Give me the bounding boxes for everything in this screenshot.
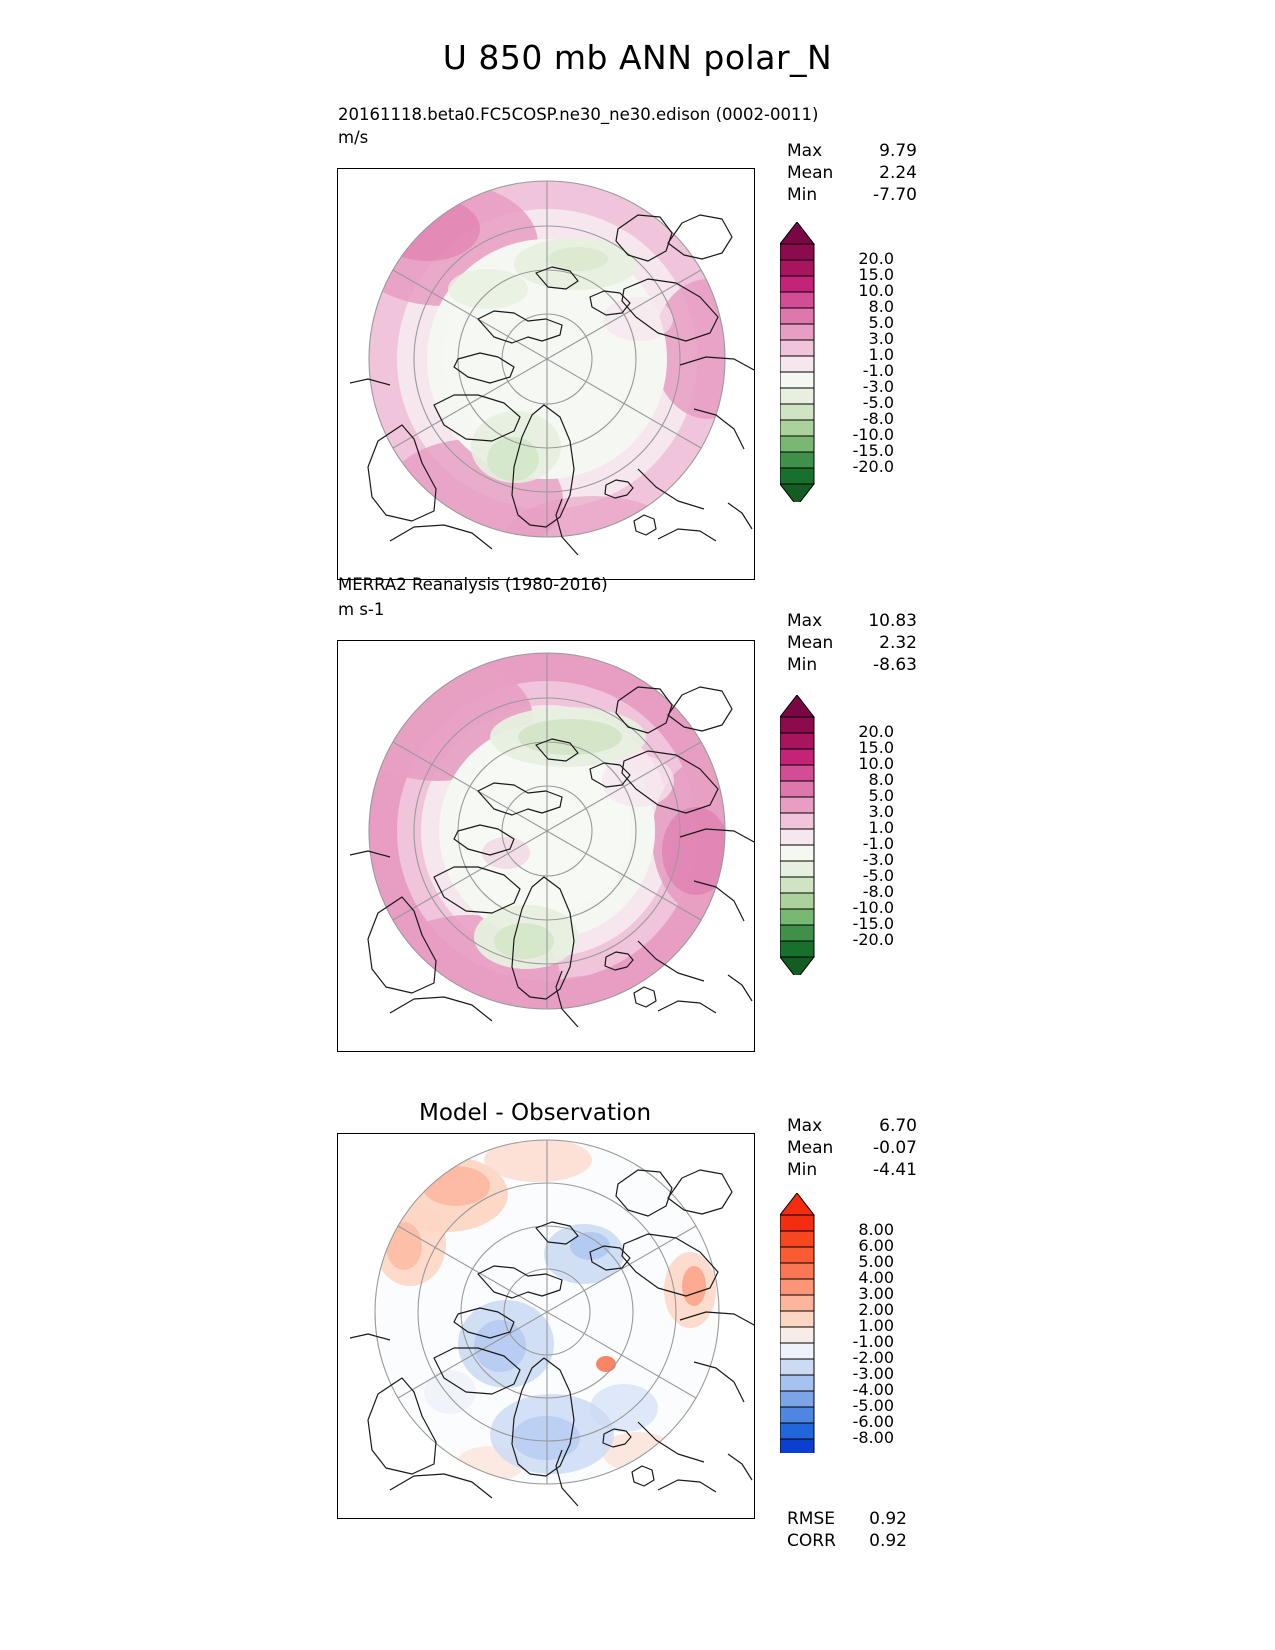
colorbar-segment <box>780 1423 814 1439</box>
colorbar-tick-label: 2.00 <box>858 1300 894 1319</box>
colorbar-tick-label: -5.00 <box>852 1396 894 1415</box>
colorbar-tick-label: 1.00 <box>858 1316 894 1335</box>
colorbar-tick-label: -3.0 <box>862 850 894 869</box>
colorbar-segment <box>780 733 814 749</box>
colorbar-segment <box>780 1343 814 1359</box>
colorbar-tick-label: 8.0 <box>868 770 894 789</box>
colorbar-segment <box>780 717 814 733</box>
stat-value: 2.24 <box>879 163 917 183</box>
figure-title: U 850 mb ANN polar_N <box>442 38 833 77</box>
colorbar-segment <box>780 1311 814 1327</box>
stat-value: 2.32 <box>879 633 917 653</box>
colorbar-tick-label: 15.0 <box>858 738 894 757</box>
colorbar-segment <box>780 276 814 292</box>
colorbar-tick-label: 20.0 <box>858 722 894 741</box>
map-model <box>337 168 755 580</box>
colorbar-segment <box>780 893 814 909</box>
map-difference <box>337 1133 755 1519</box>
colorbar-tick-label: -20.0 <box>852 930 894 949</box>
colorbar-bottom-arrow <box>780 957 814 975</box>
colorbar-segment <box>780 1327 814 1343</box>
colorbar-segment <box>780 925 814 941</box>
colorbar-segment <box>780 260 814 276</box>
stat-label: Max <box>787 1116 823 1136</box>
colorbar-segment <box>780 372 814 388</box>
colorbar-top-arrow <box>780 1193 814 1215</box>
colorbar-segment <box>780 1407 814 1423</box>
stat-value: 9.79 <box>879 141 917 161</box>
panel-difference-title: Model - Observation <box>419 1100 652 1126</box>
colorbar-segment <box>780 324 814 340</box>
metric-label: RMSE <box>787 1509 836 1529</box>
colorbar-segment <box>780 765 814 781</box>
stat-label: Min <box>787 655 818 675</box>
colorbar-tick-label: 4.00 <box>858 1268 894 1287</box>
colorbar-tick-label: -3.0 <box>862 377 894 396</box>
colorbar-segment <box>780 404 814 420</box>
colorbar-segment <box>780 877 814 893</box>
map-observation-canvas <box>338 641 755 1052</box>
colorbar-tick-label: -1.00 <box>852 1332 894 1351</box>
colorbar-tick-label: 8.00 <box>858 1220 894 1239</box>
colorbar-tick-label: 5.0 <box>868 786 894 805</box>
colorbar-segment <box>780 308 814 324</box>
colorbar-tick-label: -10.0 <box>852 898 894 917</box>
colorbar-tick-label: -1.0 <box>862 361 894 380</box>
colorbar-segment <box>780 829 814 845</box>
colorbar-segment <box>780 1247 814 1263</box>
colorbar-segment <box>780 468 814 484</box>
colorbar-segment <box>780 861 814 877</box>
stat-label: Mean <box>787 633 834 653</box>
colorbar-tick-label: 10.0 <box>858 754 894 773</box>
colorbar-segment <box>780 781 814 797</box>
colorbar-tick-label: -8.0 <box>862 882 894 901</box>
stat-label: Min <box>787 185 818 205</box>
colorbar-observation <box>780 695 940 975</box>
map-observation <box>337 640 755 1052</box>
colorbar-segment <box>780 388 814 404</box>
colorbar-tick-label: 20.0 <box>858 249 894 268</box>
stat-label: Mean <box>787 1138 834 1158</box>
colorbar-tick-label: -3.00 <box>852 1364 894 1383</box>
colorbar-tick-label: 8.0 <box>868 297 894 316</box>
colorbar-segment <box>780 1295 814 1311</box>
colorbar-segment <box>780 340 814 356</box>
colorbar-tick-label: -4.00 <box>852 1380 894 1399</box>
colorbar-segment <box>780 1359 814 1375</box>
colorbar-tick-label: 6.00 <box>858 1236 894 1255</box>
colorbar-segment <box>780 436 814 452</box>
panel-observation-caption: MERRA2 Reanalysis (1980-2016) <box>338 575 608 594</box>
metric-label: CORR <box>787 1531 836 1551</box>
colorbar-tick-label: -5.0 <box>862 393 894 412</box>
colorbar-tick-label: 3.0 <box>868 802 894 821</box>
colorbar-segment <box>780 244 814 260</box>
colorbar-segment <box>780 1231 814 1247</box>
metric-value: 0.92 <box>869 1509 907 1529</box>
colorbar-segment <box>780 1439 814 1453</box>
colorbar-bottom-arrow <box>780 484 814 502</box>
colorbar-tick-label: 3.0 <box>868 329 894 348</box>
colorbar-tick-label: 5.0 <box>868 313 894 332</box>
colorbar-tick-label: 5.00 <box>858 1252 894 1271</box>
colorbar-segment <box>780 845 814 861</box>
colorbar-tick-label: -10.0 <box>852 425 894 444</box>
colorbar-segment <box>780 1279 814 1295</box>
stat-value: -0.07 <box>873 1138 917 1158</box>
colorbar-tick-label: -6.00 <box>852 1412 894 1431</box>
stat-value: 10.83 <box>868 611 917 631</box>
colorbar-segment <box>780 292 814 308</box>
stat-value: -7.70 <box>873 185 917 205</box>
colorbar-model <box>780 222 940 502</box>
colorbar-top-arrow <box>780 222 814 244</box>
panel-model-caption: 20161118.beta0.FC5COSP.ne30_ne30.edison (0002-0011) <box>338 105 819 124</box>
colorbar-tick-label: -8.0 <box>862 409 894 428</box>
colorbar-difference <box>780 1193 940 1453</box>
panel-model-units: m/s <box>338 128 369 147</box>
colorbar-segment <box>780 813 814 829</box>
colorbar-segment <box>780 452 814 468</box>
colorbar-tick-label: 15.0 <box>858 265 894 284</box>
colorbar-tick-label: -5.0 <box>862 866 894 885</box>
colorbar-tick-label: -15.0 <box>852 914 894 933</box>
map-difference-canvas <box>338 1134 755 1519</box>
colorbar-segment <box>780 1263 814 1279</box>
metric-value: 0.92 <box>869 1531 907 1551</box>
colorbar-segment <box>780 797 814 813</box>
colorbar-tick-label: 1.0 <box>868 345 894 364</box>
colorbar-tick-label: 10.0 <box>858 281 894 300</box>
stat-label: Max <box>787 611 823 631</box>
colorbar-tick-label: 1.0 <box>868 818 894 837</box>
panel-observation-units: m s-1 <box>338 600 385 619</box>
colorbar-tick-label: -2.00 <box>852 1348 894 1367</box>
colorbar-segment <box>780 749 814 765</box>
colorbar-tick-label: -1.0 <box>862 834 894 853</box>
colorbar-segment <box>780 1391 814 1407</box>
colorbar-segment <box>780 420 814 436</box>
stat-value: 6.70 <box>879 1116 917 1136</box>
stat-label: Max <box>787 141 823 161</box>
colorbar-tick-label: 3.00 <box>858 1284 894 1303</box>
colorbar-tick-label: -15.0 <box>852 441 894 460</box>
colorbar-tick-label: -20.0 <box>852 457 894 476</box>
colorbar-segment <box>780 356 814 372</box>
colorbar-segment <box>780 941 814 957</box>
stat-value: -8.63 <box>873 655 917 675</box>
colorbar-tick-label: -8.00 <box>852 1428 894 1447</box>
stat-label: Min <box>787 1160 818 1180</box>
colorbar-segment <box>780 1375 814 1391</box>
stat-label: Mean <box>787 163 834 183</box>
colorbar-top-arrow <box>780 695 814 717</box>
map-model-canvas <box>338 169 755 580</box>
colorbar-segment <box>780 909 814 925</box>
colorbar-segment <box>780 1215 814 1231</box>
stat-value: -4.41 <box>873 1160 917 1180</box>
